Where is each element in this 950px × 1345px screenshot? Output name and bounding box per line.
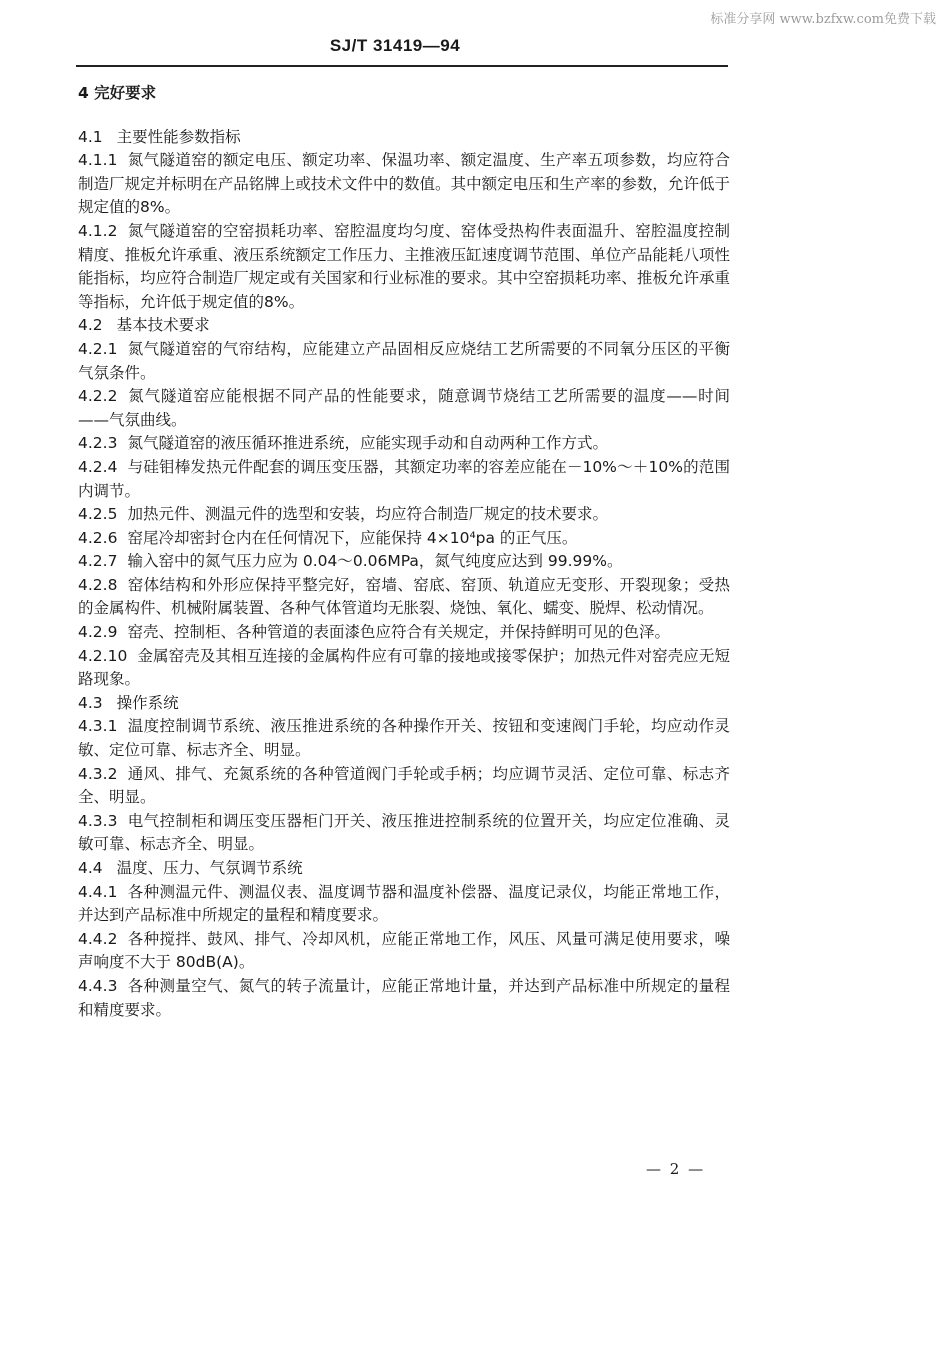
clause-text: 主要性能参数指标 [116,127,241,146]
clause-number: 4.1.1 [78,151,118,170]
clause-number: 4.2.1 [78,339,118,358]
clause-number: 4.2.2 [78,387,118,406]
clause-number: 4.2 [78,316,103,335]
clause [78,456,730,503]
clause-number: 4.3.3 [78,811,118,830]
clause-number: 4.4.1 [78,882,118,901]
clause-text: 各种搅拌、鼓风、排气、冷却风机，应能正常地工作，风压、风量可满足使用要求，噪声响度不大于 80dB(A)。 [78,929,730,972]
clause-text: 各种测温元件、测温仪表、温度调节器和温度补偿器、温度记录仪，均能正常地工作，并达到产品标准中所规定的量程和精度要求。 [78,882,730,925]
clause [78,857,730,881]
clause-text: 温度控制调节系统、液压推进系统的各种操作开关、按钮和变速阀门手轮，均应动作灵敏、定位可靠、标志齐全、明显。 [78,717,730,760]
watermark-text: 标准分享网 www.bzfxw.com免费下载 [710,12,936,27]
clause-number: 4.2.9 [78,623,118,642]
clause-text: 基本技术要求 [116,316,210,335]
clause-number: 4.2.10 [78,646,128,665]
clause-text: 温度、压力、气氛调节系统 [116,859,303,877]
clause [78,432,730,456]
clause-number: 4.1 [78,127,103,146]
clause [78,126,730,150]
clause [78,810,730,857]
clause [78,621,730,645]
clause [78,928,730,975]
clause-text: 窑尾冷却密封仓内在任何情况下，应能保持 4×10⁴pa 的正气压。 [127,528,578,547]
clause-text: 金属窑壳及其相互连接的金属构件应有可靠的接地或接零保护；加热元件对窑壳应无短路现象。 [78,646,730,689]
clause [78,503,730,527]
clause-number: 4.4.2 [78,929,118,948]
clause-number: 4.3.2 [78,764,118,783]
clause-text: 与硅钼棒发热元件配套的调压变压器，其额定功率的容差应能在－10%～＋10%的范围内调节。 [78,457,730,500]
clause-number: 4.2.4 [78,457,118,476]
clause-number: 4.2.7 [78,552,118,571]
clause-number: 4.2.6 [78,528,118,547]
clause-text: 氮气隧道窑的额定电压、额定功率、保温功率、额定温度、生产率五项参数，均应符合制造厂规定并标明在产品铭牌上或技术文件中的数值。其中额定电压和生产率的参数，允许低于规定值的8%。 [78,151,730,217]
clause-text: 氮气隧道窑的气帘结构，应能建立产品固相反应烧结工艺所需要的不同氧分压区的平衡气氛条件。 [78,339,730,382]
clause-text: 氮气隧道窑的液压循环推进系统，应能实现手动和自动两种工作方式。 [127,434,608,453]
clause [78,645,730,692]
clause [78,574,730,621]
clause-text: 各种测量空气、氮气的转子流量计，应能正常地计量，并达到产品标准中所规定的量程和精度要求。 [78,976,730,1019]
clause-number: 4.2.5 [78,505,118,524]
clause-text: 氮气隧道窑的空窑损耗功率、窑腔温度均匀度、窑体受热构件表面温升、窑腔温度控制精度、推板允许承重、液压系统额定工作压力、主推液压缸速度调节范围、单位产品能耗八项性能指标，均应符合制造厂规定或有关国家和行业标准的要求。其中空窑损耗功率、推板允许承重等指标，允许低于规定值的8%。 [78,221,730,311]
clause-number: 4.2.3 [78,434,118,453]
clause [78,385,730,432]
clause [78,220,730,314]
clause-text: 窑体结构和外形应保持平整完好，窑墙、窑底、窑顶、轨道应无变形、开裂现象；受热的金属构件、机械附属装置、各种气体管道均无胀裂、烧蚀、氧化、蠕变、脱焊、松动情况。 [78,575,730,618]
header-divider [76,65,728,67]
clause-number: 4.2.8 [78,575,118,594]
page-body [78,82,730,1022]
page-number: — 2 — [646,1160,706,1178]
clause-text: 操作系统 [116,693,179,712]
clause [78,338,730,385]
clause [78,975,730,1022]
clause-number: 4.4 [78,859,103,877]
clause-text: 氮气隧道窑应能根据不同产品的性能要求，随意调节烧结工艺所需要的温度——时间——气氛曲线。 [78,387,730,429]
document-code: SJ/T 31419—94 [329,36,461,55]
clause-number: 4.4.3 [78,976,118,995]
clause-text: 输入窑中的氮气压力应为 0.04～0.06MPa，氮气纯度应达到 99.99%。 [127,552,623,571]
clause-text: 窑壳、控制柜、各种管道的表面漆色应符合有关规定，并保持鲜明可见的色泽。 [127,623,670,642]
clause [78,715,730,762]
clause [78,550,730,574]
clause-text: 电气控制柜和调压变压器柜门开关、液压推进控制系统的位置开关，均应定位准确、灵敏可靠、标志齐全、明显。 [78,811,730,854]
clause-number: 4.3 [78,693,103,712]
clause-number: 4.1.2 [78,221,118,240]
clause-number: 4.3.1 [78,717,118,736]
clause [78,527,730,551]
clause [78,692,730,716]
clause [78,763,730,810]
clause [78,314,730,338]
clause [78,881,730,928]
clause [78,149,730,220]
section-title: 4 完好要求 [78,84,157,102]
clause-text: 加热元件、测温元件的选型和安装，均应符合制造厂规定的技术要求。 [127,505,608,524]
clause-text: 通风、排气、充氮系统的各种管道阀门手轮或手柄；均应调节灵活、定位可靠、标志齐全、明显。 [78,764,730,807]
